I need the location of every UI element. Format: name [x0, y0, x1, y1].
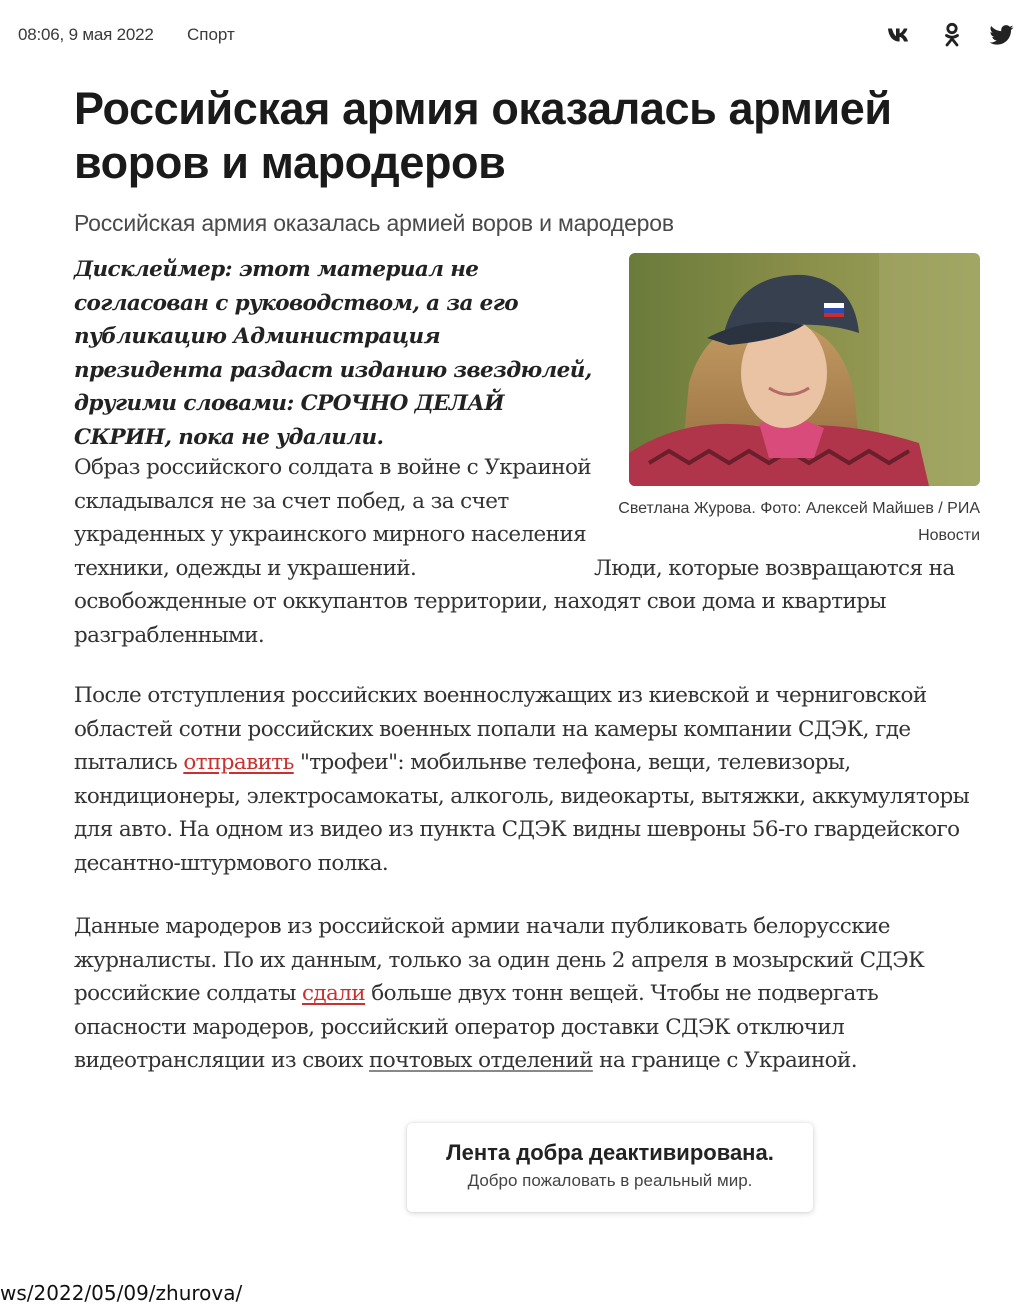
odnoklassniki-icon: [944, 22, 960, 48]
paragraph-1-part1: Образ российского солдата в войне с Украиной складывался не за счет побед, а за счет украденных у украинского мирного населения техники, одежды и украшений.: [74, 455, 592, 581]
paragraph-3-middle: больше двух тонн вещей. Чтобы не подвергать опасности мародеров, российский оператор доставки СДЭК отключил видеотрансляции из своих: [74, 981, 879, 1074]
rubric-link[interactable]: Спорт: [187, 25, 235, 44]
status-bar-url: ws/2022/05/09/zhurova/: [0, 1281, 246, 1307]
photo-caption: Светлана Журова. Фото: Алексей Майшев / РИА Новости: [618, 500, 980, 544]
article-subtitle: Российская армия оказалась армией воров и мародеров: [74, 210, 674, 236]
paragraph-1-part2: Люди, которые возвращаются на освобожденные от оккупантов территории, находят свои дома и квартиры разграбленными.: [74, 555, 955, 648]
top-bar: [0, 0, 1030, 72]
publish-datetime: 08:06, 9 мая 2022: [18, 25, 154, 44]
paragraph-1: [74, 451, 984, 653]
vk-icon: [887, 27, 913, 43]
share-vk-button[interactable]: [887, 22, 913, 48]
disclaimer-text: Дисклеймер: этот материал не согласован с руководством, а за его публикацию Администрация президента раздаст изданию звездюлей, другими словами: СРОЧНО ДЕЛАЙ СКРИН, пока не удалили.: [74, 257, 592, 450]
paragraph-3-before: Данные мародеров из российской армии начали публиковать белорусские журналисты. По их данным, только за один день 2 апреля в мозырский СДЭК российские солдаты: [74, 914, 925, 1007]
share-odnoklassniki-button[interactable]: [939, 22, 965, 48]
twitter-icon: [990, 25, 1014, 45]
link-sdali[interactable]: сдали: [301, 981, 366, 1007]
paragraph-2-before: После отступления российских военнослужащих из киевской и черниговской областей сотни российских военных попали на камеры компании СДЭК, где пытались: [74, 683, 927, 776]
toast-title: Лента добра деактивирована.: [446, 1140, 774, 1165]
paragraph-2: [74, 679, 984, 881]
toast-text: Добро пожаловать в реальный мир.: [467, 1171, 753, 1190]
paragraph-2-after: "трофеи": мобильнве телефона, вещи, телевизоры, кондиционеры, электросамокаты, алкоголь, видеокарты, вытяжки, аккумуляторы для авто. На одном из видео из пункта СДЭК видны шевроны 56-го гвардейского десантно-штурмового полка.: [74, 750, 970, 876]
share-twitter-button[interactable]: [989, 22, 1015, 48]
link-pochtovyh-otdeleniy[interactable]: почтовых отделений: [369, 1048, 593, 1074]
link-otpravit[interactable]: отправить: [183, 750, 294, 776]
paragraph-3: [74, 910, 984, 1078]
article-title: Российская армия оказалась армией воров и мародеров: [74, 83, 892, 188]
paragraph-3-after: на границе с Украиной.: [592, 1048, 857, 1074]
notification-toast[interactable]: [407, 1123, 813, 1212]
